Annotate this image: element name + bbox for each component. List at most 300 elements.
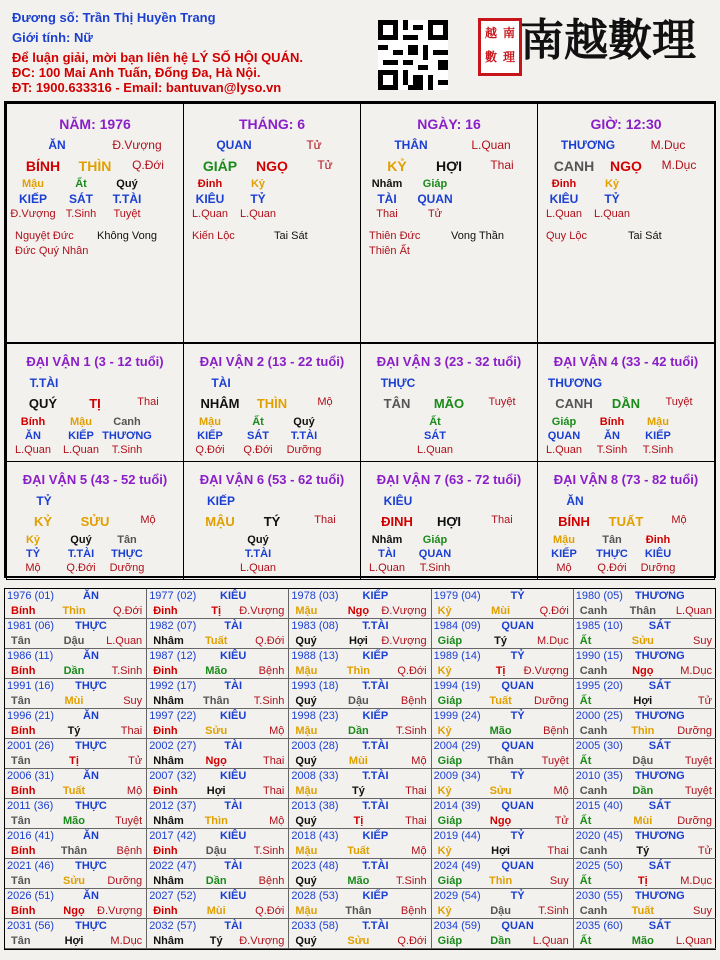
- pillars-grid: [4, 101, 716, 578]
- year-branch: Thân: [60, 845, 88, 857]
- special-star: Tai Sát: [628, 230, 662, 242]
- ten-god: KIẾP: [645, 430, 671, 442]
- year-label: 2001 (26): [7, 740, 55, 752]
- year-phase: T.Sinh: [111, 665, 143, 677]
- pillar-phase: M.Dục: [650, 138, 686, 152]
- hidden-stem: Kỷ: [604, 178, 620, 190]
- year-phase: Tuyệt: [684, 755, 712, 767]
- year-god: TỶ: [510, 650, 525, 662]
- life-phase: Đ.Vượng: [10, 208, 56, 220]
- year-cell: [5, 679, 147, 709]
- year-stem: Đinh: [153, 665, 178, 677]
- year-branch: Dần: [632, 785, 654, 797]
- year-god: TÀI: [224, 620, 243, 632]
- ten-god: KIÊU: [644, 548, 672, 560]
- year-label: 2024 (49): [433, 860, 481, 872]
- special-star: Tai Sát: [274, 230, 308, 242]
- year-branch: Tị: [353, 815, 364, 827]
- year-god: ĂN: [83, 830, 99, 842]
- year-god: T.TÀI: [362, 740, 389, 752]
- year-label: 2017 (42): [149, 830, 197, 842]
- year-god: THƯƠNG: [634, 830, 685, 842]
- year-stem: Bính: [11, 605, 36, 617]
- year-cell: [5, 919, 147, 949]
- year-branch: Thân: [203, 695, 230, 707]
- red-seal-icon: 越 南 數 理: [478, 18, 522, 76]
- life-phase: T.Sinh: [111, 444, 143, 456]
- pillar-god: THÂN: [394, 138, 428, 152]
- ten-god: QUAN: [547, 430, 581, 442]
- year-cell: [574, 739, 716, 769]
- header-line: Giới tính: Nữ: [12, 30, 93, 45]
- year-phase: Mộ: [553, 785, 569, 797]
- year-stem: Canh: [579, 845, 608, 857]
- year-stem: Đinh: [153, 845, 178, 857]
- pillar-phase: Tử: [306, 138, 322, 152]
- ten-god: THƯƠNG: [102, 430, 152, 442]
- hidden-stem: Nhâm: [371, 178, 403, 190]
- hidden-stem: Nhâm: [371, 534, 403, 546]
- life-phase: Mộ: [556, 562, 572, 574]
- year-god: T.TÀI: [362, 770, 389, 782]
- year-branch: Ngọ: [205, 755, 227, 767]
- year-stem: Đinh: [153, 725, 178, 737]
- special-star: Quy Lộc: [546, 230, 587, 242]
- year-branch: Ngọ: [632, 665, 654, 677]
- year-stem: Ất: [579, 875, 592, 887]
- year-branch: Mão: [205, 665, 228, 677]
- dai-van-god: KIẾP: [206, 494, 235, 508]
- pillar-god: QUAN: [216, 138, 252, 152]
- year-phase: L.Quan: [532, 935, 569, 947]
- year-label: 2002 (27): [149, 740, 197, 752]
- dai-van-god: KIÊU: [383, 494, 413, 508]
- brand-title: 南越數理: [520, 15, 696, 66]
- hidden-stem: Canh: [113, 416, 141, 428]
- earthly-branch: THÌN: [256, 396, 288, 411]
- year-cell: [147, 829, 289, 859]
- year-cell: [289, 919, 431, 949]
- year-stem: Bính: [11, 845, 36, 857]
- earthly-branch: TỊ: [89, 396, 101, 411]
- year-stem: Canh: [579, 785, 608, 797]
- year-phase: Q.Đới: [112, 605, 143, 617]
- year-label: 2034 (59): [433, 920, 481, 932]
- year-branch: Tý: [351, 785, 365, 797]
- year-cell: [432, 589, 574, 619]
- year-label: 2007 (32): [149, 770, 197, 782]
- year-branch: Dần: [205, 875, 227, 887]
- hidden-stem: Ất: [252, 416, 264, 428]
- year-cell: [5, 649, 147, 679]
- special-star: Kiến Lộc: [192, 230, 235, 242]
- year-label: 2019 (44): [433, 830, 481, 842]
- life-phase: L.Quan: [545, 208, 583, 220]
- year-phase: Đ.Vượng: [523, 665, 569, 677]
- branch-phase: Q.Đới: [132, 158, 164, 172]
- dai-van-title: ĐẠI VẬN 5 (43 - 52 tuổi): [22, 472, 168, 487]
- heavenly-stem: BÍNH: [558, 514, 590, 529]
- year-phase: Thai: [120, 725, 143, 737]
- year-stem: Nhâm: [153, 875, 184, 887]
- hidden-stem: Mậu: [70, 416, 92, 428]
- year-cell: [5, 739, 147, 769]
- life-phase: L.Quan: [191, 208, 229, 220]
- year-god: SÁT: [648, 860, 671, 872]
- year-label: 1980 (05): [575, 590, 623, 602]
- year-branch: Mùi: [206, 905, 226, 917]
- year-branch: Tị: [637, 875, 648, 887]
- year-label: 1986 (11): [7, 650, 54, 662]
- year-label: 2035 (60): [575, 920, 623, 932]
- year-label: 1994 (19): [433, 680, 481, 692]
- life-phase: T.Sinh: [642, 444, 674, 456]
- year-branch: Tuất: [489, 695, 512, 707]
- ten-god: T.TÀI: [112, 192, 142, 206]
- year-stem: Giáp: [437, 695, 463, 707]
- dai-van-cell: [360, 461, 538, 580]
- year-phase: Bệnh: [543, 725, 569, 737]
- year-phase: Bệnh: [400, 905, 427, 917]
- year-cell: [432, 859, 574, 889]
- year-god: TÀI: [224, 680, 243, 692]
- year-label: 2031 (56): [7, 920, 55, 932]
- year-label: 1993 (18): [291, 680, 339, 692]
- dai-van-cell: [183, 461, 361, 580]
- year-stem: Nhâm: [153, 635, 184, 647]
- year-stem: Giáp: [437, 935, 463, 947]
- life-phase: L.Quan: [239, 208, 277, 220]
- year-god: KIẾP: [362, 830, 389, 842]
- year-label: 1995 (20): [575, 680, 623, 692]
- year-phase: Dưỡng: [534, 695, 569, 707]
- year-stem: Ất: [579, 695, 592, 707]
- pillar-god: ĂN: [48, 138, 66, 152]
- year-label: 2023 (48): [291, 860, 339, 872]
- year-branch: Sửu: [489, 785, 512, 797]
- special-star: Nguyệt Đức: [15, 230, 74, 242]
- year-branch: Dần: [348, 725, 369, 737]
- life-phase: Tử: [427, 208, 443, 220]
- year-cell: [574, 649, 716, 679]
- life-phase: Dưỡng: [640, 562, 676, 574]
- year-branch: Dậu: [205, 845, 227, 857]
- life-phase: L.Quan: [593, 208, 631, 220]
- year-god: THỰC: [75, 620, 107, 632]
- heavenly-stem: BÍNH: [25, 158, 61, 174]
- year-branch: Sửu: [631, 635, 654, 647]
- year-stem: Canh: [579, 905, 608, 917]
- year-god: ĂN: [83, 710, 99, 722]
- year-label: 2030 (55): [575, 890, 623, 902]
- life-phase: Mộ: [25, 562, 41, 574]
- qr-code-icon[interactable]: [378, 20, 448, 90]
- year-phase: L.Quan: [675, 605, 712, 617]
- year-label: 1997 (22): [149, 710, 197, 722]
- hidden-stem: Kỷ: [25, 534, 41, 546]
- year-stem: Bính: [11, 905, 36, 917]
- year-branch: Hợi: [206, 785, 226, 797]
- year-god: TÀI: [224, 740, 243, 752]
- year-stem: Mậu: [295, 845, 318, 857]
- earthly-branch: MÃO: [433, 396, 465, 411]
- year-god: THƯƠNG: [634, 590, 685, 602]
- earthly-branch: HỢI: [436, 158, 462, 174]
- hidden-stem: Quý: [293, 416, 315, 428]
- year-branch: Thìn: [346, 665, 370, 677]
- year-branch: Tý: [67, 725, 81, 737]
- dai-van-cell: [6, 461, 184, 580]
- hidden-stem: Kỷ: [250, 178, 266, 190]
- year-god: T.TÀI: [362, 860, 389, 872]
- special-star: Đức Quý Nhân: [15, 245, 89, 257]
- ten-god: T.TÀI: [67, 548, 95, 560]
- year-branch: Thân: [629, 605, 656, 617]
- life-phase: Q.Đới: [66, 562, 96, 574]
- year-god: THỰC: [75, 920, 107, 932]
- year-stem: Nhâm: [153, 935, 184, 947]
- year-phase: Q.Đới: [397, 665, 427, 677]
- year-phase: Q.Đới: [255, 635, 285, 647]
- year-phase: Đ.Vượng: [381, 605, 427, 617]
- year-label: 1985 (10): [575, 620, 623, 632]
- branch-phase: Thai: [137, 396, 159, 408]
- year-cell: [147, 649, 289, 679]
- pillar-cell: [360, 103, 538, 343]
- year-stem: Giáp: [437, 875, 463, 887]
- year-stem: Quý: [295, 875, 317, 887]
- pillar-title: GIỜ: 12:30: [590, 116, 662, 132]
- year-cell: [147, 919, 289, 949]
- year-cell: [147, 709, 289, 739]
- year-label: 2005 (30): [575, 740, 623, 752]
- dai-van-title: ĐẠI VẬN 7 (63 - 72 tuổi): [376, 472, 522, 487]
- special-star: Không Vong: [97, 230, 157, 242]
- year-god: KIẾP: [362, 590, 389, 602]
- year-stem: Quý: [295, 815, 317, 827]
- year-branch: Ngọ: [347, 605, 370, 617]
- year-branch: Hợi: [348, 635, 368, 647]
- hidden-stem: Giáp: [422, 178, 448, 190]
- year-stem: Giáp: [437, 755, 463, 767]
- earthly-branch: TÝ: [263, 514, 281, 529]
- year-cell: [432, 649, 574, 679]
- year-label: 1990 (15): [575, 650, 623, 662]
- year-label: 2014 (39): [433, 800, 481, 812]
- ten-god: ĂN: [25, 430, 41, 442]
- year-stem: Kỷ: [437, 665, 452, 677]
- year-cell: [574, 679, 716, 709]
- year-god: KIẾP: [362, 650, 389, 662]
- year-label: 2009 (34): [433, 770, 481, 782]
- branch-phase: M.Dục: [661, 158, 697, 172]
- year-branch: Dậu: [348, 695, 369, 707]
- year-phase: Đ.Vượng: [381, 635, 427, 647]
- hidden-stem: Mậu: [22, 178, 44, 190]
- year-phase: Bệnh: [116, 845, 143, 857]
- year-branch: Mùi: [348, 755, 368, 767]
- year-god: TỶ: [510, 590, 525, 602]
- year-stem: Tân: [11, 935, 31, 947]
- year-stem: Đinh: [153, 785, 178, 797]
- ten-god: SÁT: [247, 430, 269, 442]
- heavenly-stem: QUÝ: [28, 396, 58, 411]
- year-phase: Suy: [549, 875, 569, 887]
- year-label: 1987 (12): [149, 650, 197, 662]
- year-god: THỰC: [75, 860, 107, 872]
- year-stem: Tân: [11, 815, 31, 827]
- life-phase: L.Quan: [545, 444, 583, 456]
- year-god: KIÊU: [220, 770, 247, 782]
- earthly-branch: NGỌ: [256, 158, 288, 174]
- year-god: THƯƠNG: [634, 890, 685, 902]
- heavenly-stem: NHÂM: [200, 396, 240, 411]
- dai-van-cell: [537, 461, 715, 580]
- branch-phase: Thai: [314, 514, 336, 526]
- year-label: 2021 (46): [7, 860, 55, 872]
- year-phase: Mộ: [269, 815, 285, 827]
- year-cell: [5, 769, 147, 799]
- year-stem: Quý: [295, 755, 317, 767]
- hidden-stem: Mậu: [647, 416, 669, 428]
- life-phase: Tuyệt: [113, 208, 141, 220]
- year-cell: [432, 739, 574, 769]
- year-label: 2012 (37): [149, 800, 197, 812]
- year-cell: [147, 859, 289, 889]
- year-cell: [147, 799, 289, 829]
- dai-van-god: THƯƠNG: [547, 376, 603, 390]
- year-god: THƯƠNG: [634, 710, 685, 722]
- year-label: 2015 (40): [575, 800, 623, 812]
- year-god: QUAN: [501, 920, 534, 932]
- dai-van-cell: [360, 343, 538, 462]
- hidden-stem: Ất: [75, 178, 87, 190]
- year-god: KIÊU: [220, 590, 247, 602]
- year-cell: [289, 649, 431, 679]
- ten-god: T.TÀI: [244, 548, 272, 560]
- branch-phase: Mộ: [317, 396, 333, 408]
- year-god: T.TÀI: [362, 680, 389, 692]
- year-phase: T.Sinh: [253, 695, 285, 707]
- year-stem: Kỷ: [437, 845, 452, 857]
- year-stem: Đinh: [153, 605, 178, 617]
- year-cell: [432, 619, 574, 649]
- year-cell: [289, 679, 431, 709]
- year-stem: Mậu: [295, 725, 318, 737]
- dai-van-title: ĐẠI VẬN 4 (33 - 42 tuổi): [553, 354, 699, 369]
- year-stem: Ất: [579, 755, 592, 767]
- year-stem: Ất: [579, 635, 592, 647]
- ten-god: TỶ: [250, 192, 266, 206]
- life-phase: T.Sinh: [596, 444, 628, 456]
- year-label: 2008 (33): [291, 770, 339, 782]
- ten-god: KIẾP: [551, 548, 577, 560]
- dai-van-god: T.TÀI: [29, 376, 59, 390]
- dai-van-god: ĂN: [566, 494, 584, 508]
- hidden-stem: Tân: [117, 534, 137, 546]
- year-label: 1998 (23): [291, 710, 339, 722]
- year-cell: [574, 799, 716, 829]
- year-phase: Mộ: [126, 785, 143, 797]
- year-phase: Tử: [128, 755, 143, 767]
- year-god: KIÊU: [220, 890, 247, 902]
- year-branch: Mùi: [633, 815, 653, 827]
- heavenly-stem: MẬU: [205, 514, 235, 529]
- year-phase: Bệnh: [258, 875, 285, 887]
- year-stem: Giáp: [437, 815, 463, 827]
- year-stem: Bính: [11, 665, 36, 677]
- hidden-stem: Đinh: [645, 534, 671, 546]
- year-label: 1978 (03): [291, 590, 339, 602]
- hidden-stem: Giáp: [422, 534, 448, 546]
- branch-phase: Tử: [317, 158, 333, 172]
- yearly-list: [4, 588, 716, 950]
- year-god: SÁT: [648, 680, 671, 692]
- year-god: THƯƠNG: [634, 650, 685, 662]
- year-cell: [5, 799, 147, 829]
- hidden-stem: Đinh: [197, 178, 223, 190]
- year-branch: Hợi: [633, 695, 653, 707]
- year-branch: Tuất: [631, 905, 654, 917]
- year-phase: Q.Đới: [255, 905, 285, 917]
- branch-phase: Thai: [490, 158, 514, 172]
- year-god: KIÊU: [220, 830, 247, 842]
- year-branch: Thìn: [204, 815, 228, 827]
- year-phase: Đ.Vượng: [97, 905, 143, 917]
- year-branch: Thìn: [488, 875, 513, 887]
- life-phase: T.Sinh: [65, 208, 97, 220]
- year-phase: T.Sinh: [538, 905, 569, 917]
- life-phase: Thai: [376, 208, 398, 220]
- year-phase: Đ.Vượng: [239, 605, 285, 617]
- year-branch: Thìn: [62, 605, 86, 617]
- year-branch: Thân: [487, 755, 514, 767]
- year-cell: [289, 739, 431, 769]
- year-god: QUAN: [501, 800, 534, 812]
- year-label: 1984 (09): [433, 620, 481, 632]
- year-phase: Thai: [262, 785, 285, 797]
- dai-van-title: ĐẠI VẬN 3 (23 - 32 tuổi): [376, 354, 522, 369]
- heavenly-stem: CANH: [553, 158, 595, 174]
- year-label: 2033 (58): [291, 920, 339, 932]
- year-label: 2004 (29): [433, 740, 481, 752]
- year-phase: M.Dục: [680, 875, 712, 887]
- header: [0, 0, 720, 100]
- header-line: Đương số: Trần Thị Huyền Trang: [12, 10, 216, 25]
- ten-god: QUAN: [418, 548, 452, 560]
- hidden-stem: Quý: [70, 534, 92, 546]
- pillar-title: NGÀY: 16: [417, 116, 481, 132]
- year-cell: [574, 829, 716, 859]
- year-phase: Tử: [697, 845, 712, 857]
- year-cell: [574, 859, 716, 889]
- year-cell: [289, 799, 431, 829]
- year-god: THỰC: [75, 800, 107, 812]
- year-god: ĂN: [83, 590, 99, 602]
- year-phase: Thai: [262, 755, 285, 767]
- earthly-branch: HỢI: [436, 514, 462, 529]
- earthly-branch: THÌN: [78, 158, 112, 174]
- year-stem: Tân: [11, 755, 31, 767]
- year-god: QUAN: [501, 740, 534, 752]
- year-god: ĂN: [83, 770, 99, 782]
- year-cell: [5, 619, 147, 649]
- year-branch: Mão: [63, 815, 85, 827]
- year-cell: [289, 829, 431, 859]
- dai-van-cell: [183, 343, 361, 462]
- year-god: T.TÀI: [362, 800, 389, 812]
- ten-god: TÀI: [378, 548, 396, 560]
